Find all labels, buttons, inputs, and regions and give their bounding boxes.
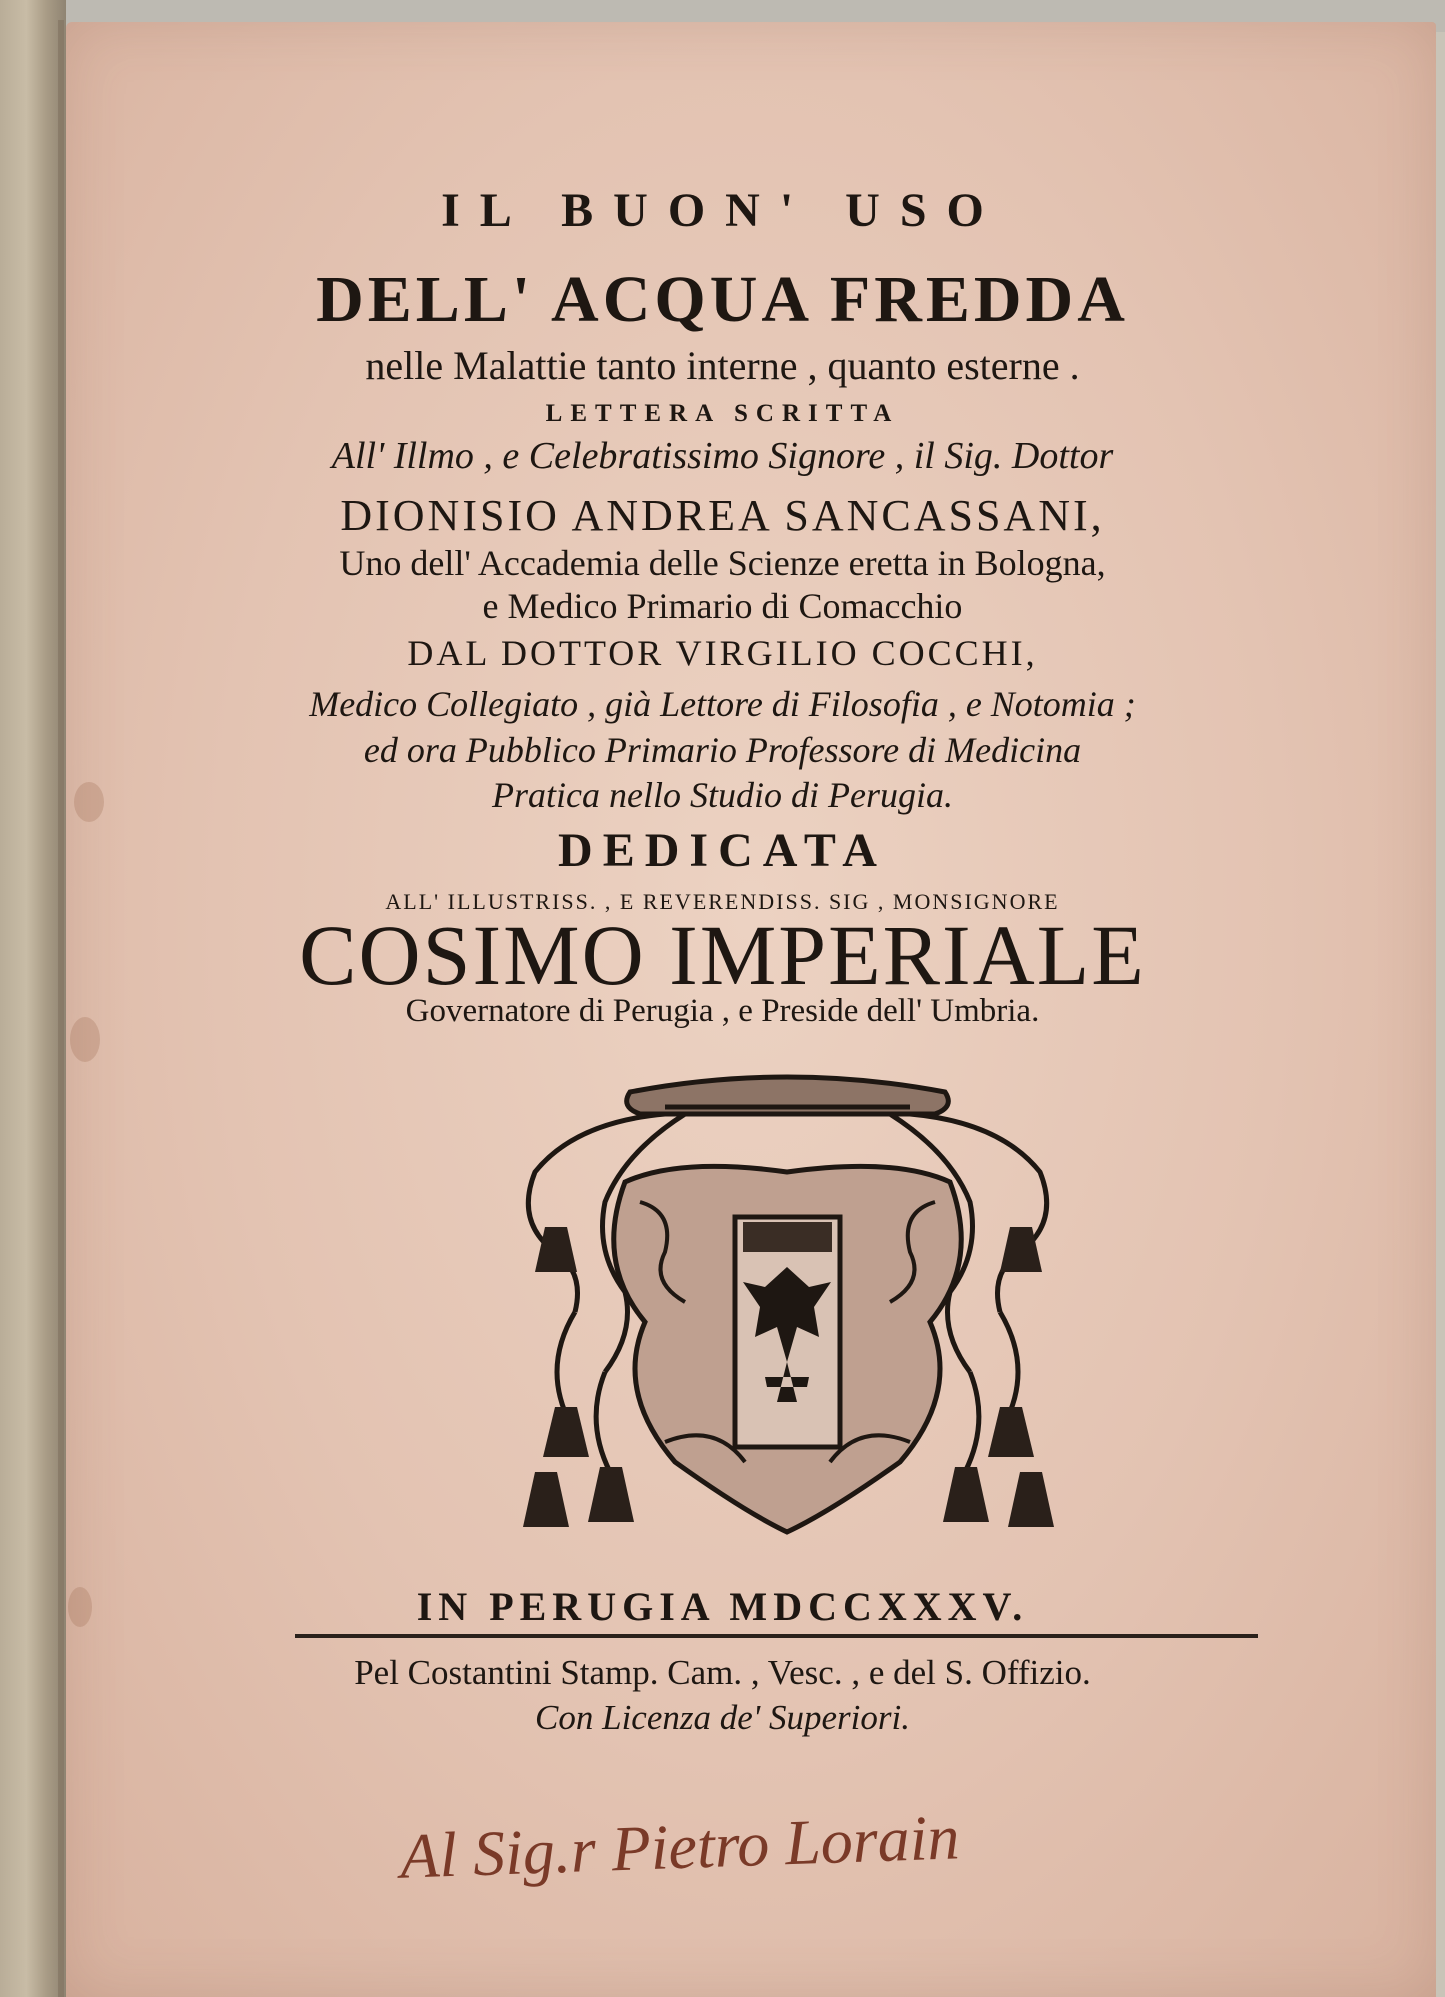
main-title: DELL' ACQUA FREDDA <box>316 263 1129 336</box>
imprint-license: Con Licenza de' Superiori. <box>535 1698 910 1737</box>
handwritten-inscription: Al Sig.r Pietro Lorain <box>398 1801 961 1892</box>
dedication-heading: DEDICATA <box>558 824 887 877</box>
addressee-academy: Uno dell' Accademia delle Scienze eretta in Bologna, <box>339 543 1106 583</box>
coat-of-arms-icon <box>515 1062 1060 1552</box>
addressee-name: DIONISIO ANDREA SANCASSANI, <box>340 491 1105 540</box>
author-credentials-1: Medico Collegiato , già Lettore di Filosofia , e Notomia ; <box>309 684 1136 724</box>
imprint-place: IN PERUGIA MDCCXXXV. <box>416 1584 1029 1629</box>
author-credentials-2: ed ora Pubblico Primario Professore di Medicina <box>363 730 1082 770</box>
letter-heading: LETTERA SCRITTA <box>545 400 900 427</box>
imprint-printer: Pel Costantini Stamp. Cam. , Vesc. , e del S. Offizio. <box>354 1653 1091 1692</box>
addressee-title: e Medico Primario di Comacchio <box>482 586 963 626</box>
author-credentials-3: Pratica nello Studio di Perugia. <box>492 775 953 815</box>
subtitle: nelle Malattie tanto interne , quanto esterne . <box>365 343 1080 388</box>
dedicatee-title: Governatore di Perugia , e Preside dell' Umbria. <box>405 993 1040 1029</box>
addressee-line: All' Illmo , e Celebratissimo Signore , il Sig. Dottor <box>331 435 1114 477</box>
dedicatee-name: COSIMO IMPERIALE <box>299 907 1146 1003</box>
imprint-rule <box>295 1634 1258 1638</box>
title-line-1: IL BUON' USO <box>441 184 1004 237</box>
dedicatee-honorific: ALL' ILLUSTRISS. , E REVERENDISS. SIG , MONSIGNORE <box>385 889 1060 914</box>
author-name: DAL DOTTOR VIRGILIO COCCHI, <box>407 633 1038 673</box>
